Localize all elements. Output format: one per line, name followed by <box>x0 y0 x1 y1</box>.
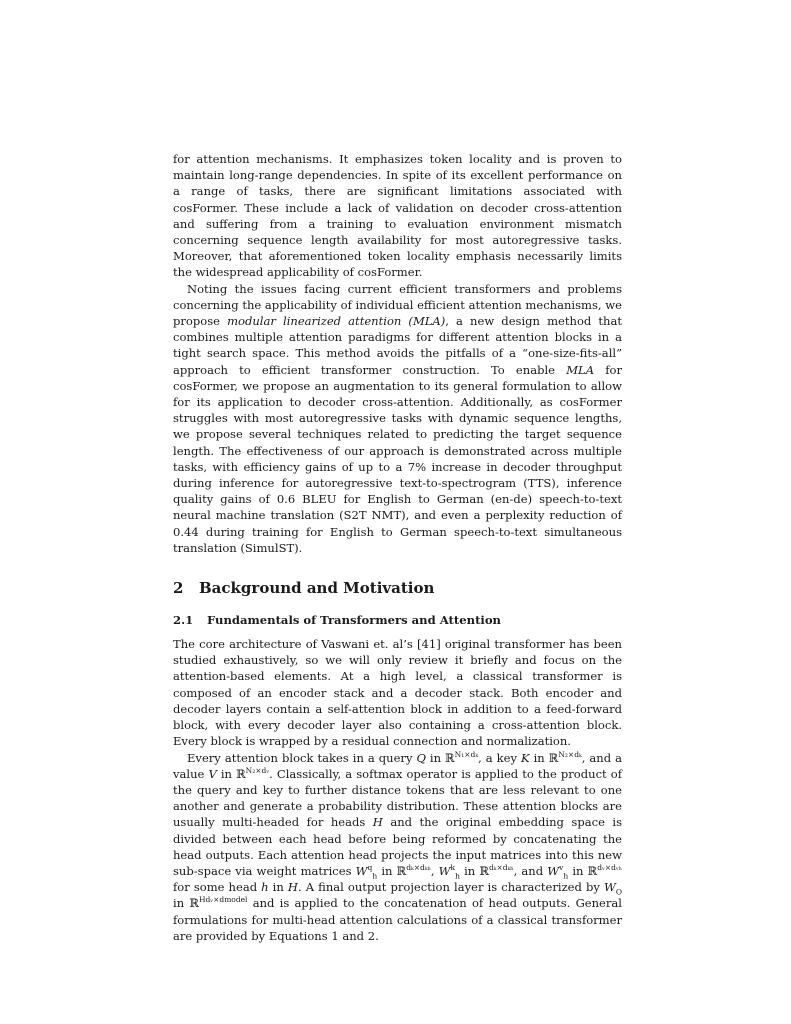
math-sup: k <box>450 863 456 873</box>
math-heads: H <box>287 880 298 895</box>
emphasis-mla: modular linearized attention (MLA) <box>227 314 446 329</box>
emphasis-mla-short: MLA <box>566 362 595 377</box>
text-run: , a key <box>478 750 521 765</box>
math-v: V <box>208 766 217 781</box>
text-run: in ℝ <box>568 863 598 878</box>
math-wk: W <box>438 863 451 878</box>
paragraph-intro-cosformer: for attention mechanisms. It emphasizes token locality and is proven to maintain long-range dependencies. In spite of its excellent performance on a range of tasks, there are significant limitations associated with cosFormer. These include a lack of validation on decoder cross-attention and suffering from a training to evaluation environment mismatch concerning sequence length availability for most autoregressive tasks. Moreover, that aforementioned token locality emphasis necessarily limits the widespread applicability of cosFormer. <box>173 152 622 280</box>
text-run: in ℝ <box>459 863 489 878</box>
math-sup: v <box>559 863 564 873</box>
text-run: . Classically, a softmax operator is applied to the product of the query and key to further distance tokens that are less relevant to one another and generate a probability distribution. These attention blocks are usually multi-headed for heads <box>173 766 622 830</box>
math-wq: W <box>355 863 368 878</box>
math-q: Q <box>416 750 426 765</box>
paper-page <box>173 151 622 944</box>
math-sub: h <box>372 871 378 881</box>
paragraph-transformer-architecture: The core architecture of Vaswani et. al’s [41] original transformer has been studied exhaustively, so we will only review it briefly and focus on the attention-based elements. At a high level, a classical transformer is composed of an encoder stack and a decoder stack. Both encoder and decoder layers contain a self-attention block in addition to a feed-forward block, with every decoder layer also containing a cross-attention block. Every block is wrapped by a residual connection and normalization. <box>173 637 622 749</box>
text-run: and is applied to the concatenation of head outputs. General formulations for multi-head attention calculations of a classical transformer are provided by Equations 1 and 2. <box>173 896 622 943</box>
subsection-heading <box>173 612 622 628</box>
text-run: , a new design method that combines multiple attention paradigms for different attention blocks in a tight search space. This method avoids the pitfalls of a “one-size-fits-all” approach to efficient transformer construction. To enable <box>173 314 622 377</box>
math-dim: dₖ×dₖₕ <box>406 863 431 873</box>
math-h: H <box>372 815 383 830</box>
text-run: . A final output projection layer is characterized by <box>297 880 604 895</box>
text-run: in ℝ <box>173 896 199 911</box>
text-run: in ℝ <box>377 863 407 878</box>
text-run: Noting the issues facing current efficient transformers and problems concerning the applicability of individual efficient attention mechanisms, we propose <box>173 281 622 329</box>
text-run: in ℝ <box>529 750 559 765</box>
math-dim: dᵥ×dᵥₕ <box>597 863 622 873</box>
text-run: in ℝ <box>425 750 455 765</box>
text-run: , <box>430 863 439 878</box>
subsection-title: Fundamentals of Transformers and Attention <box>207 613 501 628</box>
math-k: K <box>520 750 530 765</box>
text-run: Every attention block takes in a query <box>187 750 417 765</box>
text-run: , and a value <box>173 750 622 781</box>
text-run: in ℝ <box>216 766 246 781</box>
text-run: and the original embedding space is divided between each head before being reformed by concatenating the head outputs. Each attention head projects the input matrices into this new sub-space via weight matrices <box>173 815 623 878</box>
math-wv: W <box>547 863 560 878</box>
text-run: for some head <box>173 880 262 895</box>
math-dim: N₁×dₖ <box>454 749 479 759</box>
math-dim: N₂×dᵥ <box>245 765 270 775</box>
section-title: Background and Motivation <box>199 579 435 598</box>
paragraph-mla-proposal <box>173 281 622 556</box>
math-wo: W <box>603 880 616 895</box>
math-dim: Hdᵥ×dmodel <box>198 895 248 905</box>
section-heading <box>173 578 622 598</box>
text-run: , and <box>513 863 548 878</box>
paragraph-attention-block <box>173 750 622 944</box>
math-sub: O <box>615 887 622 897</box>
math-sub: h <box>563 871 569 881</box>
section-number: 2 <box>173 579 184 598</box>
math-head: h <box>261 880 269 895</box>
math-sub: h <box>455 871 460 881</box>
math-dim: dₖ×dₖₕ <box>488 863 514 873</box>
subsection-number: 2.1 <box>173 613 194 628</box>
math-sup: q <box>367 863 373 873</box>
text-run: for cosFormer, we propose an augmentation to its general formulation to allow for its application to decoder cross-attention. Additionally, as cosFormer struggles with most autoregressive tasks with dynamic sequence lengths, we propose several techniques related to predicting the target sequence length. The effectiveness of our approach is demonstrated across multiple tasks, with efficiency gains of up to a 7% increase in decoder throughput during inference for autoregressive text-to-spectrogram (TTS), inference quality gains of 0.6 BLEU for English to German (en-de) speech-to-text neural machine translation (S2T NMT), and even a perplexity reduction of 0.44 during training for English to German speech-to-text simultaneous translation (SimulST). <box>173 362 622 555</box>
math-dim: N₂×dₖ <box>558 749 582 759</box>
text-run: in <box>268 880 288 895</box>
